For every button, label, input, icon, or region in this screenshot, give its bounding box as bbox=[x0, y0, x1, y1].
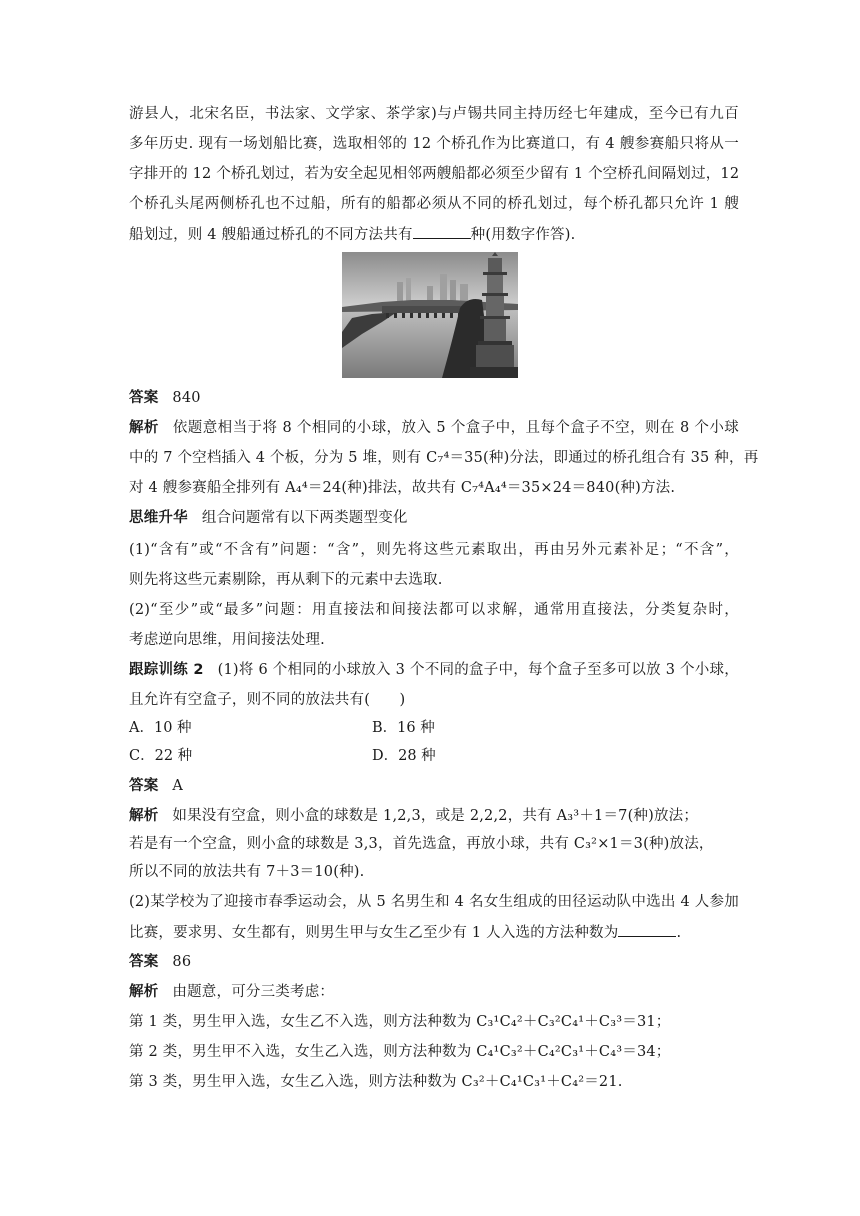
summary-p1-line-2: 则先将这些元素剔除，再从剩下的元素中去选取. bbox=[129, 572, 443, 588]
answer-1 bbox=[129, 388, 739, 408]
answer-3 bbox=[129, 952, 739, 972]
answer-value: A bbox=[172, 778, 184, 794]
problem-line-2: 多年历史. 现有一场划船比赛，选取相邻的 12 个桥孔作为比赛道口，有 4 艘参赛船只将从一 bbox=[129, 136, 739, 152]
analysis-label: 解析 bbox=[129, 808, 159, 824]
q2-line-1: (2)某学校为了迎接市春季运动会，从 5 名男生和 4 名女生组成的田径运动队中选出 4 人参加 bbox=[129, 894, 739, 910]
analysis-2-line-3: 所以不同的放法共有 7＋3＝10(种). bbox=[129, 864, 365, 880]
problem-question-text: 船划过，则 4 艘船通过桥孔的不同方法共有 bbox=[129, 227, 413, 243]
option-a: A．10 种 bbox=[129, 720, 192, 736]
analysis-3-line-1 bbox=[129, 982, 739, 1002]
analysis-2-line-2: 若是有一个空盒，则小盒的球数是 3,3，首先选盒，再放小球，共有 C₃²×1＝3(种)放法， bbox=[129, 836, 714, 852]
analysis-text: 由题意，可分三类考虑： bbox=[172, 984, 335, 1000]
summary-p2-line-1: (2)“至少”或“最多”问题：用直接法和间接法都可以求解，通常用直接法，分类复杂时， bbox=[129, 602, 739, 618]
summary-text: 组合问题常有以下两类题型变化 bbox=[201, 510, 408, 526]
analysis-3-line-4: 第 3 类，男生甲入选，女生乙入选，则方法种数为 C₃²＋C₄¹C₃¹＋C₄²＝21. bbox=[129, 1074, 623, 1090]
answer-label: 答案 bbox=[129, 778, 159, 794]
training-q1-text: (1)将 6 个相同的小球放入 3 个不同的盒子中，每个盒子至多可以放 3 个小球， bbox=[217, 662, 739, 678]
q2-suffix: . bbox=[676, 925, 682, 941]
analysis-1-line-1 bbox=[129, 418, 739, 438]
answer-2 bbox=[129, 776, 739, 796]
problem-line-5 bbox=[129, 224, 739, 245]
q2-line-2 bbox=[129, 922, 739, 943]
summary-p2-line-2: 考虑逆向思维，用间接法处理. bbox=[129, 632, 325, 648]
training-q1-line-2: 且允许有空盒子，则不同的放法共有( ) bbox=[129, 692, 406, 708]
training-label: 跟踪训练 2 bbox=[129, 662, 204, 678]
problem-line-3: 字排开的 12 个桥孔划过，若为安全起见相邻两艘船都必须至少留有 1 个空桥孔间隔划过，12 bbox=[129, 166, 740, 182]
summary-p1-line-1: (1)“含有”或“不含有”问题：“含”，则先将这些元素取出，再由另外元素补足；“不含”， bbox=[129, 542, 739, 558]
analysis-label: 解析 bbox=[129, 984, 159, 1000]
answer-label: 答案 bbox=[129, 390, 159, 406]
analysis-label: 解析 bbox=[129, 420, 159, 436]
option-d: D．28 种 bbox=[372, 748, 436, 764]
analysis-1-line-2: 中的 7 个空档插入 4 个板，分为 5 堆，则有 C₇⁴＝35(种)分法，即通过的桥孔组合有 35 种，再 bbox=[129, 450, 759, 466]
analysis-text: 依题意相当于将 8 个相同的小球，放入 5 个盒子中，且每个盒子不空，则在 8 个小球 bbox=[172, 420, 739, 436]
problem-line-4: 个桥孔头尾两侧桥孔也不过船，所有的船都必须从不同的桥孔划过，每个桥孔都只允许 1 艘 bbox=[129, 196, 739, 212]
analysis-2-line-1 bbox=[129, 806, 739, 826]
answer-value: 86 bbox=[172, 954, 192, 970]
option-c: C．22 种 bbox=[129, 748, 193, 764]
answer-blank bbox=[618, 922, 676, 937]
problem-question-suffix: 种(用数字作答). bbox=[470, 227, 576, 243]
analysis-1-line-3: 对 4 艘参赛船全排列有 A₄⁴＝24(种)排法，故共有 C₇⁴A₄⁴＝35×24＝840(种)方法. bbox=[129, 480, 676, 496]
q2-text: 比赛，要求男、女生都有，则男生甲与女生乙至少有 1 人入选的方法种数为 bbox=[129, 925, 619, 941]
analysis-text: 如果没有空盒，则小盒的球数是 1,2,3，或是 2,2,2，共有 A₃³＋1＝7(种)放法； bbox=[172, 808, 699, 824]
summary-label: 思维升华 bbox=[129, 510, 188, 526]
answer-label: 答案 bbox=[129, 954, 159, 970]
option-b: B．16 种 bbox=[372, 720, 435, 736]
problem-line-1: 游县人，北宋名臣，书法家、文学家、茶学家)与卢锡共同主持历经七年建成，至今已有九百 bbox=[129, 106, 739, 122]
answer-blank bbox=[413, 224, 471, 239]
analysis-3-line-3: 第 2 类，男生甲不入选，女生乙入选，则方法种数为 C₄¹C₃²＋C₄²C₃¹＋C₄³＝34； bbox=[129, 1044, 671, 1060]
analysis-3-line-2: 第 1 类，男生甲入选，女生乙不入选，则方法种数为 C₃¹C₄²＋C₃²C₄¹＋C₃³＝31； bbox=[129, 1014, 671, 1030]
bridge-photo bbox=[342, 252, 518, 378]
summary-heading bbox=[129, 508, 739, 528]
training-q1-line-1 bbox=[129, 660, 739, 680]
answer-value: 840 bbox=[172, 390, 201, 406]
